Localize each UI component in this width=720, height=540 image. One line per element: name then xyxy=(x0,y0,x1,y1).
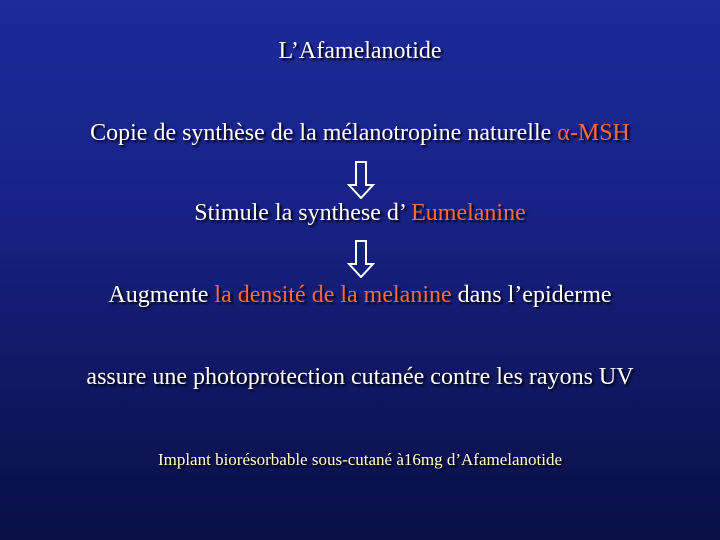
down-arrow-icon xyxy=(347,240,375,278)
density-text-after: dans l’epiderme xyxy=(451,282,612,308)
slide-title: L’Afamelanotide xyxy=(278,38,442,64)
implant-note: Implant biorésorbable sous-cutané à16mg d’Afamelanotide xyxy=(157,450,563,469)
down-arrow-icon xyxy=(347,161,375,199)
msh-highlight: α-MSH xyxy=(557,120,630,146)
eumelanine-highlight: Eumelanine xyxy=(411,200,526,226)
density-text-before: Augmente xyxy=(108,282,215,308)
photoprotection-line: assure une photoprotection cutanée contre les rayons UV xyxy=(86,364,634,390)
synthesis-text: Copie de synthèse de la mélanotropine naturelle xyxy=(90,120,558,146)
density-highlight: la densité de la melanine xyxy=(214,282,452,308)
density-line xyxy=(0,282,720,309)
synthesis-line xyxy=(0,120,720,147)
stimulation-line xyxy=(0,200,720,227)
stimulation-text: Stimule la synthese d’ xyxy=(194,200,412,226)
